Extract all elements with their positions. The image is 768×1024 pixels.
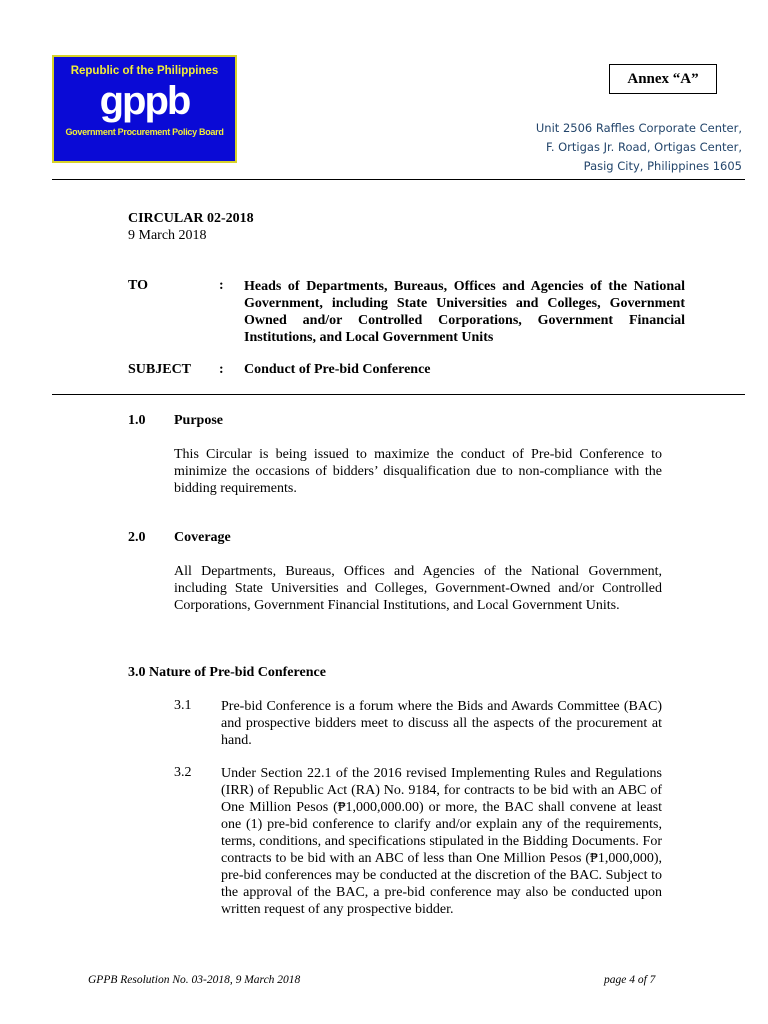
section-title-purpose: Purpose <box>174 413 223 428</box>
logo-mark: gppb <box>99 79 190 123</box>
address-line: F. Ortigas Jr. Road, Ortigas Center, <box>546 140 742 154</box>
to-colon: : <box>219 278 224 293</box>
to-recipients: Heads of Departments, Bureaus, Offices and Agencies of the National Government, including State Universities and Colleges, Government Owned and/or Controlled Corporations, Government Financial Institutions, and Local Government Units <box>244 279 685 345</box>
section-title-coverage: Coverage <box>174 530 231 545</box>
section-number: 1.0 <box>128 413 146 428</box>
purpose-body: This Circular is being issued to maximize the conduct of Pre-bid Conference to minimize the occasions of bidders’ disqualification due to non-compliance with the bidding requirements. <box>174 447 662 496</box>
coverage-body: All Departments, Bureaus, Offices and Agencies of the National Government, including State Universities and Colleges, Government-Owned and/or Controlled Corporations, Government Financial Institutions, and Local Government Units. <box>174 564 662 613</box>
item-3-2-text: Under Section 22.1 of the 2016 revised Implementing Rules and Regulations (IRR) of Republic Act (RA) No. 9184, for contracts to be bid with an ABC of One Million Pesos (₱1,000,000.00) or more, the BAC shall convene at least one (1) pre-bid conference to clarify and/or explain any of the requirements, terms, conditions, and specifications stipulated in the Bidding Documents. For contracts to be bid with an ABC of less than One Million Pesos (₱1,000,000), pre-bid conferences may be conducted at the discretion of the BAC. Subject to the approval of the BAC, a pre-bid conference may also be conducted upon written request of any prospective bidder. <box>221 766 662 917</box>
address-line: Pasig City, Philippines 1605 <box>583 159 742 173</box>
subject-divider <box>52 394 745 395</box>
subject-text: Conduct of Pre-bid Conference <box>244 362 431 377</box>
section-title-nature: 3.0 Nature of Pre-bid Conference <box>128 665 326 680</box>
circular-date: 9 March 2018 <box>128 228 207 243</box>
footer-page-number: page 4 of 7 <box>604 974 656 986</box>
gppb-logo <box>52 55 237 163</box>
to-label: TO <box>128 278 148 293</box>
address-line: Unit 2506 Raffles Corporate Center, <box>535 121 742 135</box>
header-divider <box>52 179 745 180</box>
annex-label: Annex “A” <box>609 64 717 94</box>
address-block <box>536 119 742 176</box>
section-number: 2.0 <box>128 530 146 545</box>
circular-number: CIRCULAR 02-2018 <box>128 211 254 226</box>
subject-label: SUBJECT <box>128 362 192 377</box>
subject-colon: : <box>219 362 224 377</box>
item-number: 3.1 <box>174 698 192 713</box>
footer-resolution: GPPB Resolution No. 03-2018, 9 March 2018 <box>88 974 301 986</box>
item-3-1-text: Pre-bid Conference is a forum where the Bids and Awards Committee (BAC) and prospective bidders meet to discuss all the aspects of the procurement at hand. <box>221 699 662 748</box>
item-number: 3.2 <box>174 765 192 780</box>
logo-bottom-text: Government Procurement Policy Board <box>65 127 224 137</box>
logo-top-text: Republic of the Philippines <box>70 65 219 77</box>
